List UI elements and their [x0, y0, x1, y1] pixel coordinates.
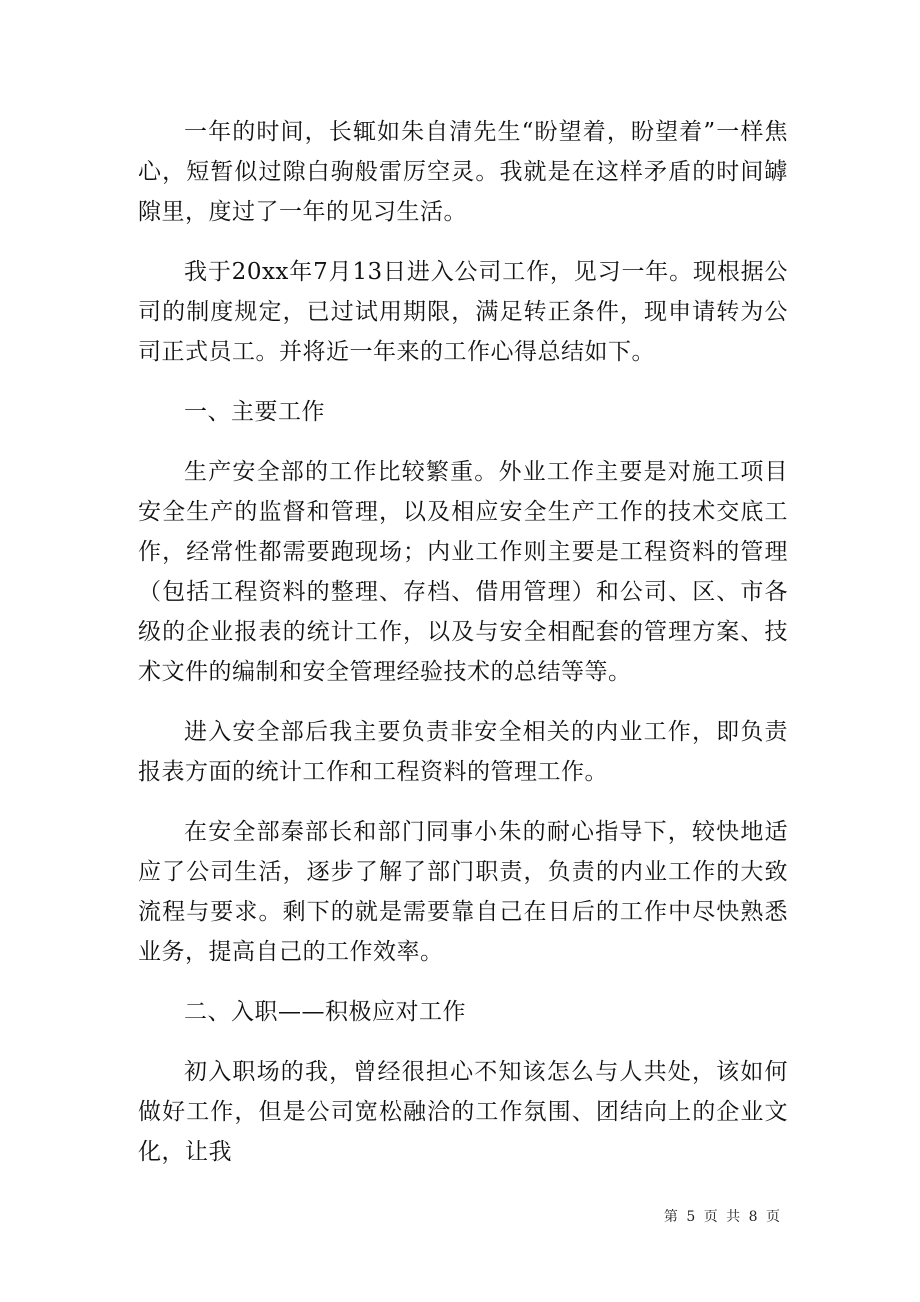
page-number-footer: 第 5 页 共 8 页 — [663, 1209, 782, 1225]
paragraph-application: 我于20xx年7月13日进入公司工作，见习一年。现根据公司的制度规定，已过试用期限，满足转正条件，现申请转为公司正式员工。并将近一年来的工作心得总结如下。 — [138, 259, 788, 365]
paragraph-intro: 一年的时间，长辄如朱自清先生“盼望着，盼望着”一样焦心，短暂似过隙白驹般雷厉空灵。我就是在这样矛盾的时间罅隙里，度过了一年的见习生活。 — [138, 119, 788, 225]
paragraph-responsibility: 进入安全部后我主要负责非安全相关的内业工作，即负责报表方面的统计工作和工程资料的管理工作。 — [138, 719, 788, 785]
paragraph-department-work: 生产安全部的工作比较繁重。外业工作主要是对施工项目安全生产的监督和管理，以及相应安全生产工作的技术交底工作，经常性都需要跑现场；内业工作则主要是工程资料的管理（包括工程资料的整理、存档、借用管理）和公司、区、市各级的企业报表的统计工作，以及与安全相配套的管理方案、技术文件的编制和安全管理经验技术的总结等等。 — [138, 459, 788, 685]
paragraph-guidance: 在安全部秦部长和部门同事小朱的耐心指导下，较快地适应了公司生活，逐步了解了部门职责，负责的内业工作的大致流程与要求。剩下的就是需要靠自己在日后的工作中尽快熟悉业务，提高自己的工作效率。 — [138, 819, 788, 965]
document-body — [138, 112, 788, 1192]
paragraph-first-job: 初入职场的我，曾经很担心不知该怎么与人共处，该如何做好工作，但是公司宽松融洽的工作氛围、团结向上的企业文化，让我 — [138, 1059, 788, 1165]
section-heading-onboarding: 二、入职——积极应对工作 — [184, 999, 466, 1025]
section-heading-main-work: 一、主要工作 — [184, 399, 325, 425]
